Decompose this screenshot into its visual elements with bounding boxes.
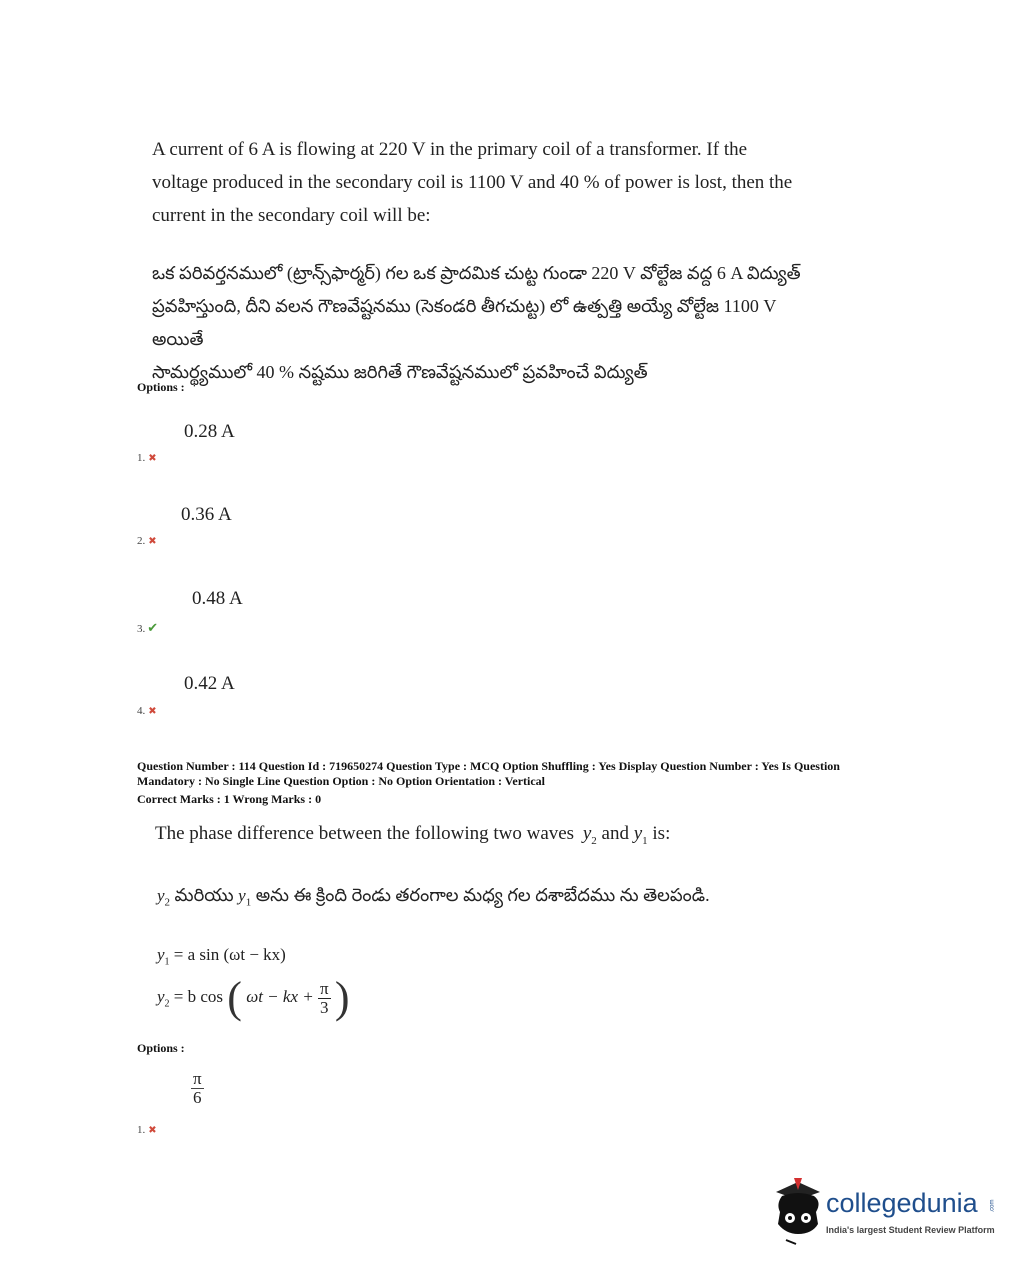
pi-over-3: $\frac{\pi}{3}$ <box>319 978 329 1017</box>
question1-telugu-line: ఒక పరివర్తనములో (ట్రాన్స్‌ఫార్మర్) గల ఒక ప్రాదమిక చుట్ట గుండా 220 V వోల్టేజ వద్ద 6 A విద్యుత్ <box>152 263 801 283</box>
y2-symbol: $y_2$ <box>582 823 597 847</box>
question1-english-line: voltage produced in the secondary coil is 1100 V and 40 % of power is lost, then the <box>152 172 793 193</box>
y1-symbol: $y_1$ <box>633 823 648 847</box>
wrong-icon: ✖ <box>148 453 157 464</box>
equation-y2: $y_2 = b$ cos ( ωt − kx + $\frac{\pi}{3}$ ) <box>157 973 350 1022</box>
meta-line: Correct Marks : 1 Wrong Marks : 0 <box>137 792 322 806</box>
question-meta <box>137 759 907 807</box>
option-value[interactable]: 0.42 A <box>184 673 235 694</box>
options-label: Options : <box>137 380 185 394</box>
option-number: 2. ✖ <box>137 535 157 547</box>
wrong-icon: ✖ <box>148 1125 157 1136</box>
options-label: Options : <box>137 1041 185 1055</box>
option-value[interactable]: $\frac{\pi}{6}$ <box>193 1069 202 1107</box>
option-number: 1. ✖ <box>137 452 157 464</box>
y1-symbol: $y_1$ <box>238 886 252 909</box>
meta-line: Question Number : 114 Question Id : 719650274 Question Type : MCQ Option Shuffling : Yes Display Question Number : Yes Is Question <box>137 759 840 773</box>
brand-tagline: India's largest Student Review Platform <box>826 1225 995 1235</box>
question2-english: The phase difference between the following two waves $y_2$ and $y_1$ is: <box>155 823 671 847</box>
question1-telugu-line: ప్రవహిస్తుంది, దీని వలన గౌణవేష్టనము (సెకండరి తీగచుట్ట) లో ఉత్పత్తి అయ్యే వోల్టేజ 1100 V అయితే <box>152 296 777 349</box>
wrong-icon: ✖ <box>148 536 157 547</box>
option-number: 3. ✔ <box>137 620 159 635</box>
brand-domain: .com <box>989 1199 996 1213</box>
y2-symbol: $y_2$ <box>157 886 171 909</box>
option-value[interactable]: 0.48 A <box>192 588 243 609</box>
option-number: 1. ✖ <box>137 1124 157 1136</box>
brand-name: collegedunia <box>826 1188 978 1218</box>
question1-english-line: A current of 6 A is flowing at 220 V in the primary coil of a transformer. If the <box>152 139 748 160</box>
option-value[interactable]: 0.28 A <box>184 421 235 442</box>
meta-line: Mandatory : No Single Line Question Option : No Option Orientation : Vertical <box>137 774 546 788</box>
option-number: 4. ✖ <box>137 705 157 717</box>
option-value[interactable]: 0.36 A <box>181 504 232 525</box>
question1-english-line: current in the secondary coil will be: <box>152 205 431 226</box>
collegedunia-logo-icon <box>768 1178 824 1251</box>
question2-telugu: $y_2$ మరియు $y_1$ అను ఈ క్రింది రెండు తరంగాల మధ్య గల దశాబేదము ను తెలపండి. <box>157 885 710 909</box>
check-icon: ✔ <box>147 620 159 635</box>
question1-telugu <box>152 257 832 389</box>
question1-telugu-line: సామర్థ్యములో 40 % నష్టము జరిగితే గౌణవేష్టనములో ప్రవహించే విద్యుత్ <box>152 362 648 382</box>
wrong-icon: ✖ <box>148 706 157 717</box>
question1-english <box>152 133 832 232</box>
equation-y1: $y_1 = a$ sin (ωt − kx) <box>157 945 286 968</box>
